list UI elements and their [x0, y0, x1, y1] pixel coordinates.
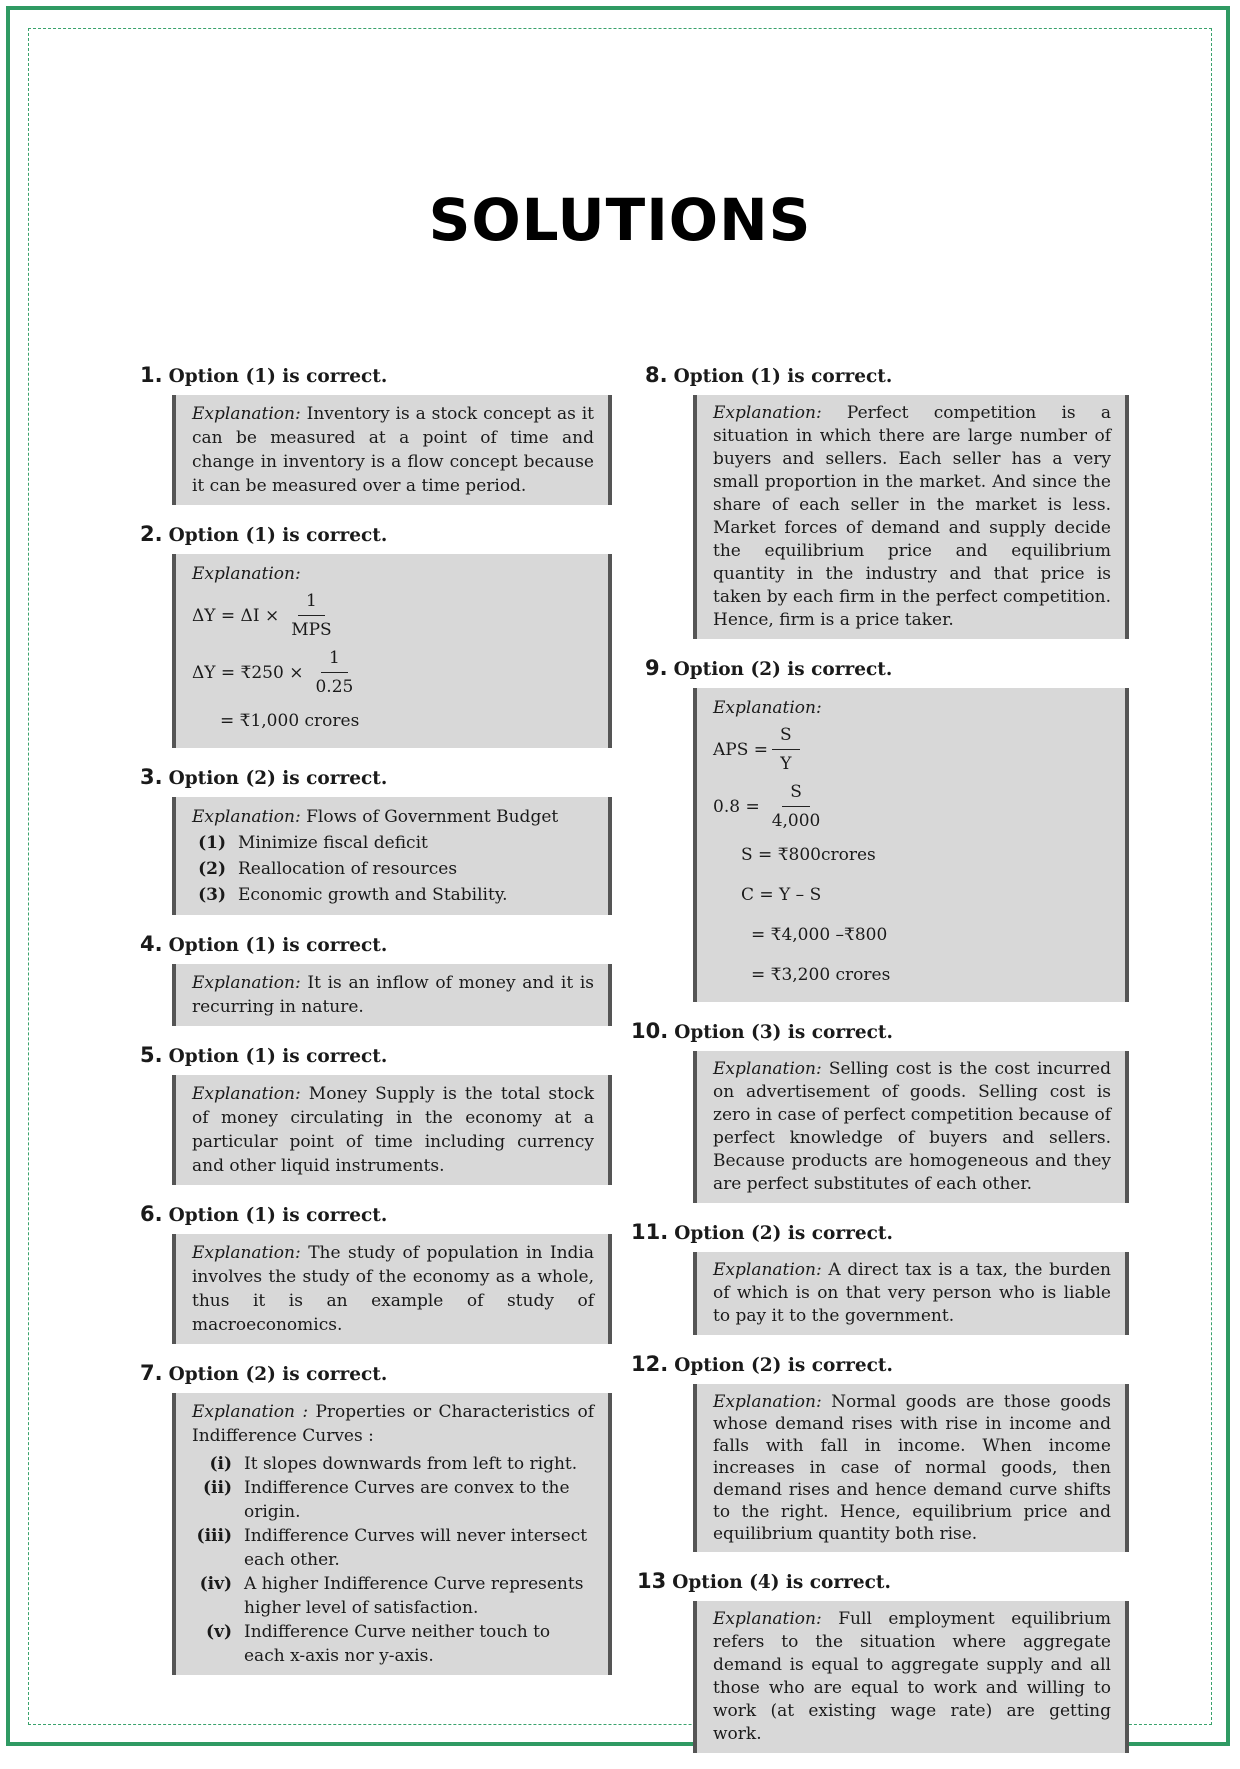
- list-text: A higher Indifference Curve represents higher level of satisfaction.: [244, 1574, 584, 1618]
- explanation-box: [693, 1051, 1129, 1203]
- explanation-box: [693, 395, 1129, 639]
- answer-label: Option (2) is correct.: [673, 659, 893, 680]
- answer-label: Option (1) is correct.: [168, 525, 388, 546]
- fraction-denominator: MPS: [291, 620, 332, 640]
- explanation-box: [172, 1075, 612, 1185]
- list-item: [192, 882, 594, 908]
- explanation-label: Explanation:: [192, 973, 301, 993]
- explanation-label: Explanation:: [713, 1609, 822, 1629]
- question-number: 1.: [140, 363, 163, 387]
- explanation-text: Perfect competition is a situation in which there are large number of buyers and sellers. Each seller has a very small proportion in the market. And since the share of each seller in the market is less. Market forces of demand and supply decide the equilibrium price and equilibrium quantity in the industry and that price is taken by each firm in the perfect competition. Hence, firm is a price taker.: [713, 403, 1111, 630]
- list-item: [192, 1476, 594, 1524]
- list-text: Indifference Curves will never intersect each other.: [244, 1526, 588, 1570]
- formula-line: [713, 778, 1111, 835]
- page-title: SOLUTIONS: [428, 186, 812, 254]
- explanation-text: Properties or Characteristics of Indifference Curves :: [192, 1402, 595, 1446]
- explanation-box: [172, 964, 612, 1026]
- solution-12: [631, 1351, 1129, 1552]
- solution-8: [645, 362, 1129, 639]
- formula-line: C = Y – S: [741, 885, 822, 905]
- list-marker: (iii): [196, 1526, 232, 1546]
- question-number: 10.: [631, 1019, 669, 1043]
- fraction: [772, 721, 800, 778]
- list-item: [192, 830, 594, 856]
- explanation-label: Explanation:: [192, 1243, 301, 1263]
- fraction-numerator: 1: [321, 644, 348, 673]
- question-number: 7.: [140, 1361, 163, 1385]
- solution-10: [631, 1018, 1129, 1203]
- answer-label: Option (1) is correct.: [168, 366, 388, 387]
- explanation-text: It is an inflow of money and it is recurring in nature.: [192, 973, 594, 1017]
- list-marker: (v): [206, 1622, 232, 1642]
- answer-label: Option (1) is correct.: [168, 1046, 388, 1067]
- explanation-box: [693, 1252, 1129, 1335]
- explanation-box: [172, 797, 612, 915]
- list-item: [192, 1524, 594, 1572]
- answer-label: Option (2) is correct.: [674, 1355, 893, 1376]
- formula-line: = ₹1,000 crores: [220, 711, 360, 731]
- question-number: 11.: [631, 1220, 669, 1244]
- list-marker: (2): [198, 859, 226, 879]
- explanation-label: Explanation:: [192, 1084, 301, 1104]
- explanation-box: [693, 1601, 1129, 1753]
- explanation-box: [172, 1393, 612, 1675]
- formula-line: = ₹3,200 crores: [751, 965, 891, 985]
- list-item: [192, 1620, 594, 1668]
- solution-13: [637, 1568, 1129, 1753]
- formula-line: S = ₹800crores: [741, 845, 876, 865]
- answer-label: Option (3) is correct.: [674, 1022, 893, 1043]
- fraction-numerator: S: [772, 721, 800, 750]
- explanation-box: [693, 1384, 1129, 1552]
- formula-lhs: 0.8 =: [713, 796, 760, 817]
- question-number: 6.: [140, 1202, 163, 1226]
- solution-5: [140, 1042, 612, 1185]
- explanation-label: Explanation:: [713, 1059, 822, 1079]
- list-marker: (3): [198, 885, 226, 905]
- list-text: Economic growth and Stability.: [238, 885, 508, 905]
- explanation-label: Explanation:: [713, 1392, 822, 1412]
- answer-label: Option (1) is correct.: [168, 1205, 388, 1226]
- question-number: 8.: [645, 363, 668, 387]
- fraction: [764, 778, 829, 835]
- solution-11: [631, 1219, 1129, 1335]
- explanation-label: Explanation :: [192, 1402, 309, 1422]
- answer-label: Option (1) is correct.: [673, 366, 893, 387]
- explanation-text: Normal goods are those goods whose demand rises with rise in income and falls with fall in income. When income increases in case of normal goods, then demand rises and hence demand curve shifts to the right. Hence, equilibrium price and equilibrium quantity both rise.: [713, 1392, 1111, 1544]
- answer-label: Option (4) is correct.: [672, 1572, 891, 1593]
- explanation-text: Flows of Government Budget: [300, 807, 559, 827]
- list-text: Reallocation of resources: [238, 859, 458, 879]
- list-marker: (iv): [199, 1574, 232, 1594]
- fraction: [283, 587, 340, 644]
- formula-line: [192, 644, 594, 701]
- explanation-text: Full employment equilibrium refers to the situation where aggregate demand is equal to aggregate supply and all those who are equal to work and willing to work (at existing wage rate) are getting work.: [713, 1609, 1111, 1744]
- explanation-text: Inventory is a stock concept as it can be measured at a point of time and change in inventory is a flow concept because it can be measured over a time period.: [192, 404, 594, 496]
- list-item: [192, 856, 594, 882]
- explanation-box: [693, 688, 1129, 1002]
- solution-1: [140, 362, 612, 505]
- formula-line: [713, 721, 1111, 778]
- solution-3: [140, 764, 612, 915]
- list-marker: (ii): [202, 1478, 232, 1498]
- list-text: Minimize fiscal deficit: [238, 833, 428, 853]
- fraction-denominator: Y: [780, 754, 792, 774]
- explanation-text: A direct tax is a tax, the burden of which is on that very person who is liable to pay it to the government.: [713, 1260, 1111, 1326]
- solution-6: [140, 1201, 612, 1344]
- formula-lhs: APS =: [713, 739, 769, 760]
- solution-7: [140, 1360, 612, 1675]
- answer-label: Option (2) is correct.: [168, 768, 388, 789]
- list-text: Indifference Curve neither touch to each x-axis nor y-axis.: [244, 1622, 551, 1666]
- explanation-box: [172, 554, 612, 748]
- list-item: [192, 1572, 594, 1620]
- explanation-box: [172, 395, 612, 505]
- explanation-label: Explanation:: [192, 807, 301, 827]
- fraction-denominator: 4,000: [771, 811, 821, 831]
- answer-label: Option (1) is correct.: [168, 935, 388, 956]
- question-number: 4.: [140, 932, 163, 956]
- fraction-numerator: 1: [298, 587, 325, 616]
- explanation-text: Selling cost is the cost incurred on advertisement of goods. Selling cost is zero in case of perfect competition because of perfect knowledge of buyers and sellers. Because products are homogeneous and they are perfect substitutes of each other.: [713, 1059, 1111, 1194]
- question-number: 5.: [140, 1043, 163, 1067]
- question-number: 3.: [140, 765, 163, 789]
- explanation-label: Explanation:: [713, 1260, 822, 1280]
- explanation-text: The study of population in India involves the study of the economy as a whole, thus it is an example of study of macroeconomics.: [192, 1243, 594, 1335]
- explanation-label: Explanation:: [192, 564, 301, 584]
- explanation-label: Explanation:: [713, 403, 822, 423]
- solution-9: [645, 655, 1129, 1002]
- list-text: Indifference Curves are convex to the origin.: [244, 1478, 570, 1522]
- answer-label: Option (2) is correct.: [674, 1223, 893, 1244]
- list-text: It slopes downwards from left to right.: [244, 1454, 578, 1474]
- answer-label: Option (2) is correct.: [168, 1364, 388, 1385]
- fraction: [307, 644, 361, 701]
- left-column: [140, 362, 612, 1691]
- solution-4: [140, 931, 612, 1026]
- question-number: 13: [637, 1569, 667, 1593]
- question-number: 9.: [645, 656, 668, 680]
- right-column: [631, 362, 1129, 1769]
- list-item: [192, 1452, 594, 1476]
- explanation-text: Money Supply is the total stock of money circulating in the economy at a particular point of time including currency and other liquid instruments.: [192, 1084, 594, 1176]
- formula-line: = ₹4,000 –₹800: [751, 925, 888, 945]
- fraction-denominator: 0.25: [315, 677, 354, 697]
- explanation-label: Explanation:: [713, 698, 822, 718]
- list-marker: (1): [198, 833, 226, 853]
- formula-lhs: ΔY = ΔI ×: [192, 605, 280, 626]
- question-number: 2.: [140, 522, 163, 546]
- formula-line: [192, 587, 594, 644]
- list-marker: (i): [209, 1454, 232, 1474]
- explanation-label: Explanation:: [192, 404, 301, 424]
- fraction-numerator: S: [782, 778, 810, 807]
- question-number: 12.: [631, 1352, 669, 1376]
- formula-lhs: ΔY = ₹250 ×: [192, 662, 304, 683]
- solution-2: [140, 521, 612, 748]
- explanation-box: [172, 1234, 612, 1344]
